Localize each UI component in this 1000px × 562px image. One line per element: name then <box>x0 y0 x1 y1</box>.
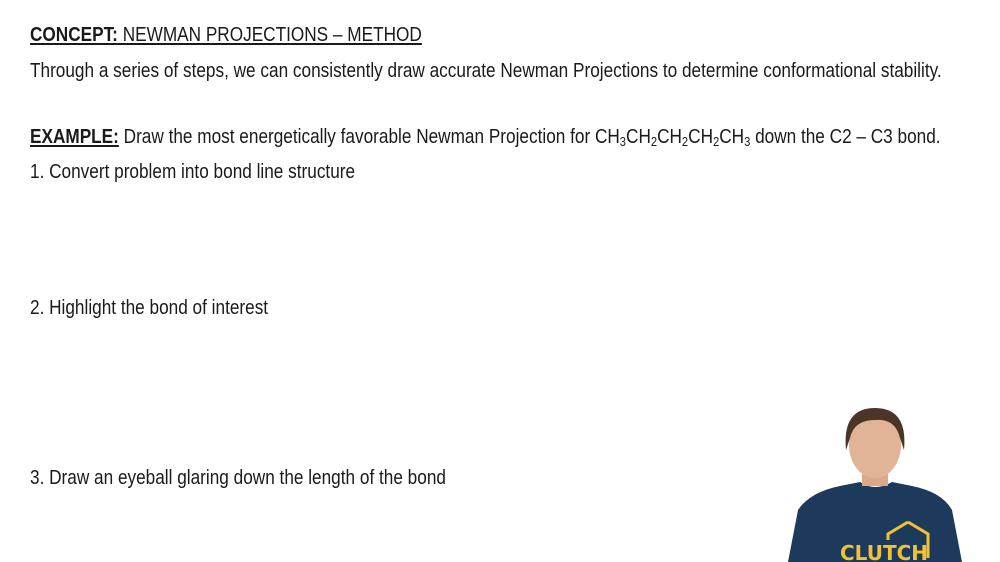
concept-description: Through a series of steps, we can consistently draw accurate Newman Projections to determine conformational stability. <box>30 60 942 82</box>
formula-part: CH <box>657 126 682 148</box>
formula-part: CH <box>688 126 714 148</box>
example-prompt: Draw the most energetically favorable Newman Projection for <box>118 126 595 148</box>
presenter-video <box>780 400 970 562</box>
formula-subscript: 2 <box>681 134 689 149</box>
formula-part: CH <box>594 126 620 148</box>
formula-subscript: 2 <box>650 134 658 149</box>
step-2: 2. Highlight the bond of interest <box>30 297 269 319</box>
step-1: 1. Convert problem into bond line structure <box>30 161 356 183</box>
step-3: 3. Draw an eyeball glaring down the length of the bond <box>30 467 446 489</box>
formula-subscript: 3 <box>744 134 751 149</box>
concept-title: NEWMAN PROJECTIONS – METHOD <box>117 24 422 46</box>
formula-part: CH <box>626 126 651 148</box>
formula-subscript: 3 <box>619 134 627 149</box>
example-line <box>30 126 941 149</box>
example-prompt-end: down the C2 – C3 bond. <box>750 126 941 148</box>
formula-subscript: 2 <box>713 134 720 149</box>
concept-heading <box>30 24 422 47</box>
chemical-formula <box>595 126 750 148</box>
formula-part: CH <box>719 126 745 148</box>
example-label: EXAMPLE: <box>30 126 119 148</box>
shirt-logo-text: CLUTCH <box>840 541 929 562</box>
concept-label: CONCEPT: <box>30 24 118 46</box>
